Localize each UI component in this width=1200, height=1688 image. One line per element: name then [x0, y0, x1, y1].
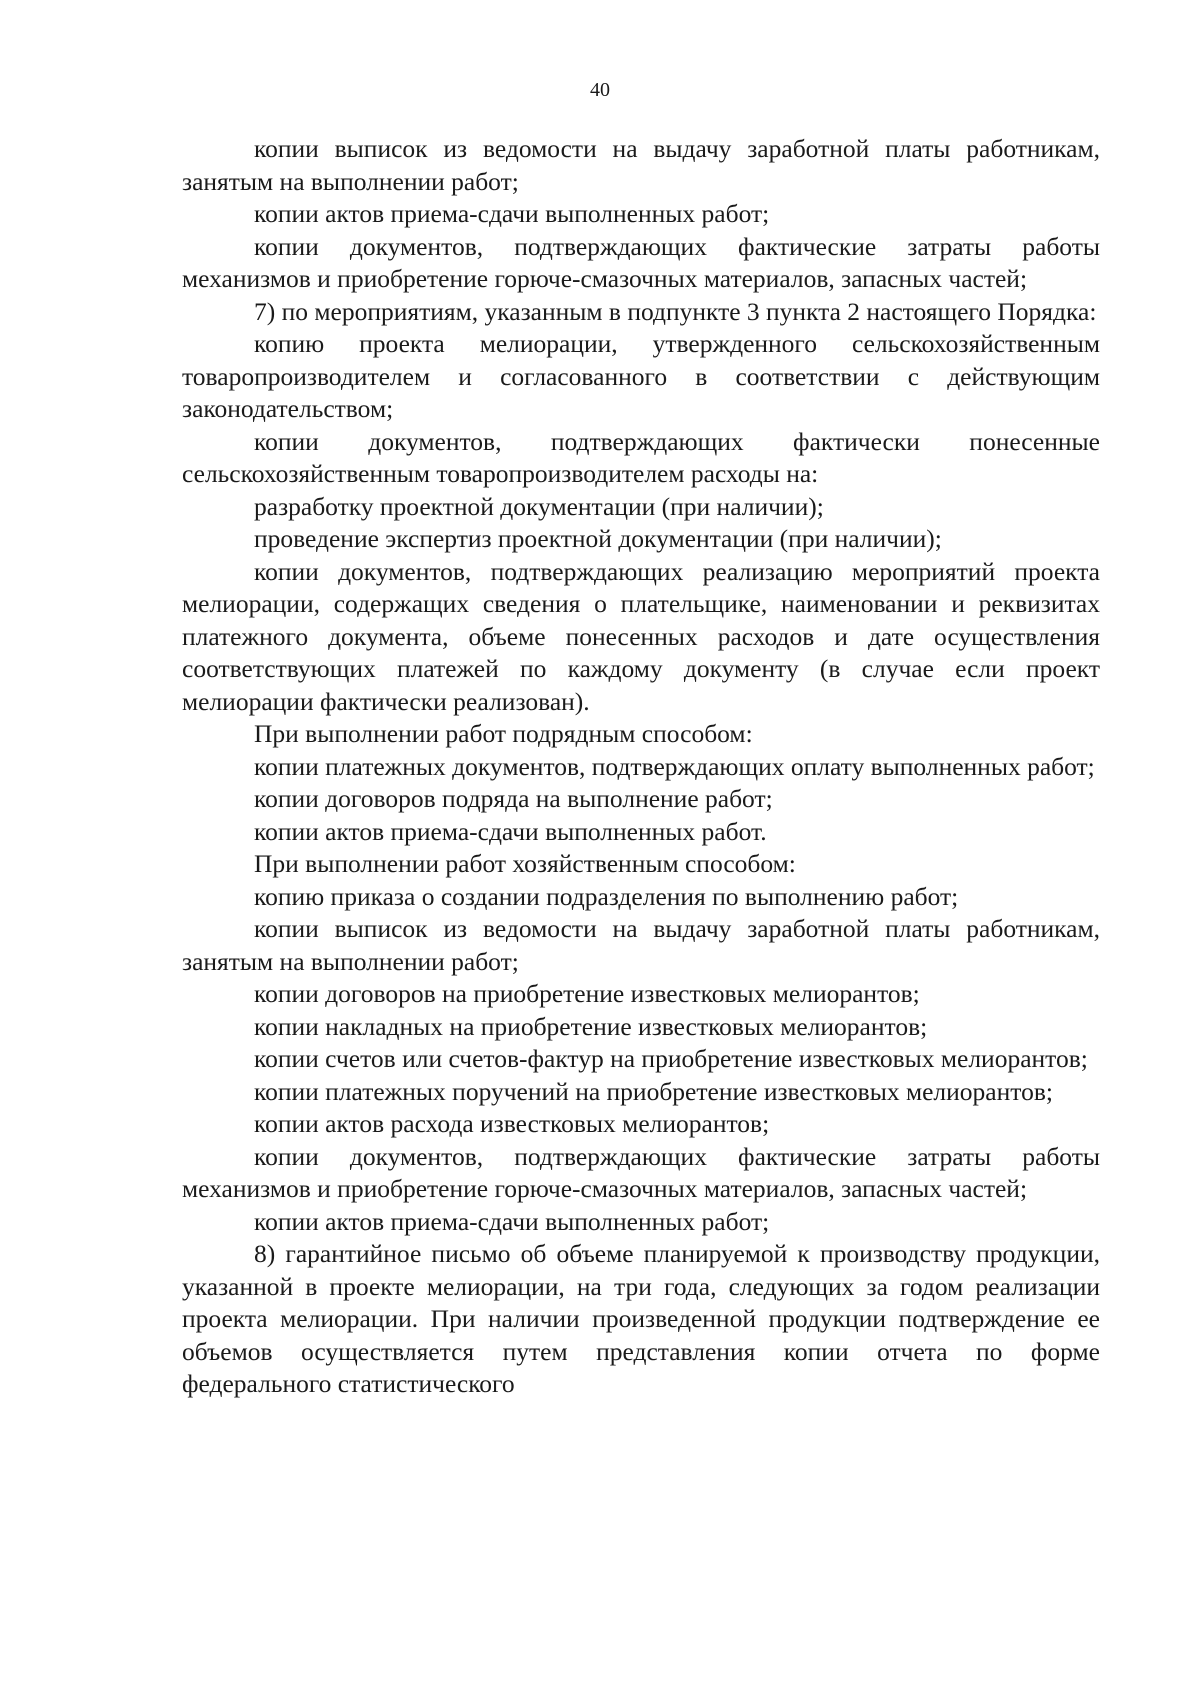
- paragraph: копии актов расхода известковых мелиорантов;: [254, 1109, 770, 1138]
- paragraph: копии документов, подтверждающих фактические затраты работы механизмов и приобретение горюче-смазочных материалов, запасных частей;: [182, 231, 1100, 293]
- paragraph: копии актов приема-сдачи выполненных работ.: [254, 816, 767, 846]
- paragraph: копии выписок из ведомости на выдачу заработной платы работникам, занятым на выполнении работ;: [182, 914, 1100, 976]
- page-number: 40: [590, 79, 610, 101]
- paragraph: копии накладных на приобретение известковых мелиорантов;: [254, 1011, 928, 1041]
- paragraph: копии актов приема-сдачи выполненных работ;: [254, 199, 770, 228]
- paragraph: 7) по мероприятиям, указанным в подпункте 3 пункта 2 настоящего Порядка:: [254, 296, 1097, 326]
- paragraph: копию проекта мелиорации, утвержденного сельскохозяйственным товаропроизводителем и согласованного в соответствии с действующим законодательством;: [182, 329, 1100, 423]
- document-body: [182, 133, 1100, 1401]
- paragraph: копии платежных документов, подтверждающих оплату выполненных работ;: [254, 751, 1095, 781]
- paragraph: копии документов, подтверждающих фактические затраты работы механизмов и приобретение горюче-смазочных материалов, запасных частей;: [182, 1141, 1100, 1203]
- paragraph: копии документов, подтверждающих реализацию мероприятий проекта мелиорации, содержащих сведения о плательщике, наименовании и реквизитах платежного документа, объеме понесенных расходов и дате осуществления соответствующих платежей по каждому документу (в случае если проект мелиорации фактически реализован).: [182, 556, 1100, 716]
- paragraph: копии выписок из ведомости на выдачу заработной платы работникам, занятым на выполнении работ;: [182, 134, 1100, 196]
- paragraph: При выполнении работ хозяйственным способом:: [254, 849, 796, 878]
- paragraph: копии документов, подтверждающих фактически понесенные сельскохозяйственным товаропроизводителем расходы на:: [182, 426, 1100, 488]
- paragraph: копии договоров подряда на выполнение работ;: [254, 784, 773, 813]
- paragraph: проведение экспертиз проектной документации (при наличии);: [254, 524, 942, 553]
- paragraph: разработку проектной документации (при наличии);: [254, 491, 824, 521]
- paragraph: При выполнении работ подрядным способом:: [254, 719, 753, 748]
- paragraph: копии договоров на приобретение известковых мелиорантов;: [254, 979, 920, 1008]
- paragraph: копии счетов или счетов-фактур на приобретение известковых мелиорантов;: [254, 1044, 1088, 1073]
- paragraph: копию приказа о создании подразделения по выполнению работ;: [254, 881, 959, 911]
- paragraph: копии актов приема-сдачи выполненных работ;: [254, 1206, 770, 1236]
- paragraph: копии платежных поручений на приобретение известковых мелиорантов;: [254, 1076, 1053, 1106]
- paragraph: 8) гарантийное письмо об объеме планируемой к производству продукции, указанной в проекте мелиорации, на три года, следующих за годом реализации проекта мелиорации. При наличии произведенной продукции подтверждение ее объемов осуществляется путем представления копии отчета по форме федерального статистического: [182, 1239, 1100, 1398]
